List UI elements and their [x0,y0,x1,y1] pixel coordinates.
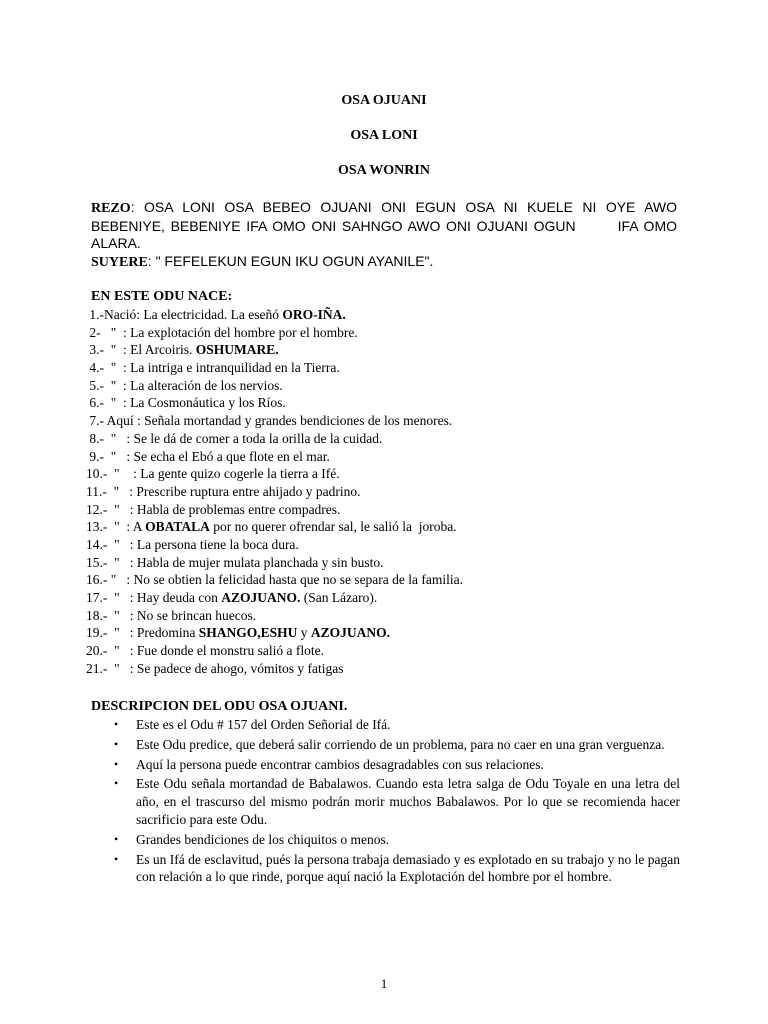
nace-list-item: 21.- " : Se padece de ahogo, vómitos y fatigas [86,660,344,676]
nace-list-item: 8.- " : Se le dá de comer a toda la orilla de la cuidad. [86,430,383,446]
nace-list-item: 11.- " : Prescribe ruptura entre ahijado y padrino. [86,483,361,499]
description-bullet: • Aquí la persona puede encontrar cambios desagradables con sus relaciones. [114,756,544,772]
bullet-dot-icon: • [114,831,119,846]
bullet-dot-icon: • [114,756,119,771]
rezo-text-end: IFA OMO ALARA. [91,217,677,251]
rezo-label: REZO [91,201,131,216]
title-osa-wonrin: OSA WONRIN [338,163,430,178]
title-osa-ojuani: OSA OJUANI [341,93,427,108]
nace-list-item: 7.- Aquí : Señala mortandad y grandes bendiciones de los menores. [86,413,453,429]
description-bullet: • Grandes bendiciones de los chiquitos o menos. [114,831,390,847]
suyere-label: SUYERE [91,254,148,270]
nace-list-item: 16.- " : No se obtien la felicidad hasta que no se separa de la familia. [86,572,464,588]
nace-list-item: 15.- " : Habla de mujer mulata planchada y sin busto. [86,554,384,570]
page-number: 1 [380,976,388,991]
nace-list-item: 12.- " : Habla de problemas entre compadres. [86,501,341,517]
nace-list-item: 10.- " : La gente quizo cogerle la tierra a Ifé. [86,466,340,482]
description-heading: DESCRIPCION DEL ODU OSA OJUANI. [91,699,348,714]
nace-list-item: 3.- " : El Arcoiris. OSHUMARE. [86,342,279,358]
title-osa-loni: OSA LONI [350,128,418,143]
description-bullet: • Este Odu señala mortandad de Babalawos. Cuando esta letra salga de Odu Toyale en una letra del año, en el trascurso del mismo podrán morir muchos Babalawos. Por lo que se recomienda hacer sacrificio para este Odu. [114,776,680,827]
description-bullet: • Es un Ifá de esclavitud, pués la persona trabaja demasiado y es explotado en su trabajo y no le pagan con relación a lo que rinde, porque aquí nació la Explotación del hombre por el hombre. [114,851,680,885]
nace-list [86,306,686,677]
nace-list-item: 5.- " : La alteración de los nervios. [86,377,283,393]
nace-list-item: 1.-Nació: La electricidad. La eseñó ORO-IÑA. [86,307,346,322]
rezo-text: : OSA LONI OSA BEBEO OJUANI ONI EGUN OSA NI KUELE NI OYE AWO BEBENIYE, BEBENIYE IFA OMO ONI SAHNGO AWO ONI OJUANI OGUN [91,199,677,234]
suyere-text: : " FEFELEKUN EGUN IKU OGUN AYANILE". [147,252,434,269]
description-bullet-list [114,716,680,888]
rezo-paragraph [91,199,677,271]
nace-list-item: 20.- " : Fue donde el monstru salió a flote. [86,643,324,659]
nace-list-item: 13.- " : A OBATALA por no querer ofrendar sal, le salió la joroba. [86,519,457,535]
nace-list-item: 19.- " : Predomina SHANGO,ESHU y AZOJUANO. [86,625,391,641]
description-bullet: • Este Odu predice, que deberá salir corriendo de un problema, para no caer en una gran verguenza. [114,736,665,752]
nace-list-item: 17.- " : Hay deuda con AZOJUANO. (San Lázaro). [86,590,378,605]
nace-list-item: 6.- " : La Cosmonáutica y los Ríos. [86,395,286,411]
description-bullet: • Este es el Odu # 157 del Orden Señorial de Ifá. [114,717,391,732]
nace-list-item: 18.- " : No se brincan huecos. [86,607,257,623]
nace-list-item: 4.- " : La intriga e intranquilidad en la Tierra. [86,360,340,376]
bullet-dot-icon: • [114,736,119,751]
nace-list-item: 14.- " : La persona tiene la boca dura. [86,536,299,552]
nace-heading: EN ESTE ODU NACE: [91,289,233,304]
nace-list-item: 9.- " : Se echa el Ebó a que flote en el mar. [86,448,330,464]
bullet-dot-icon: • [114,717,119,731]
bullet-dot-icon: • [114,776,119,791]
bullet-dot-icon: • [114,851,119,866]
nace-list-item: 2- " : La explotación del hombre por el hombre. [86,324,358,340]
